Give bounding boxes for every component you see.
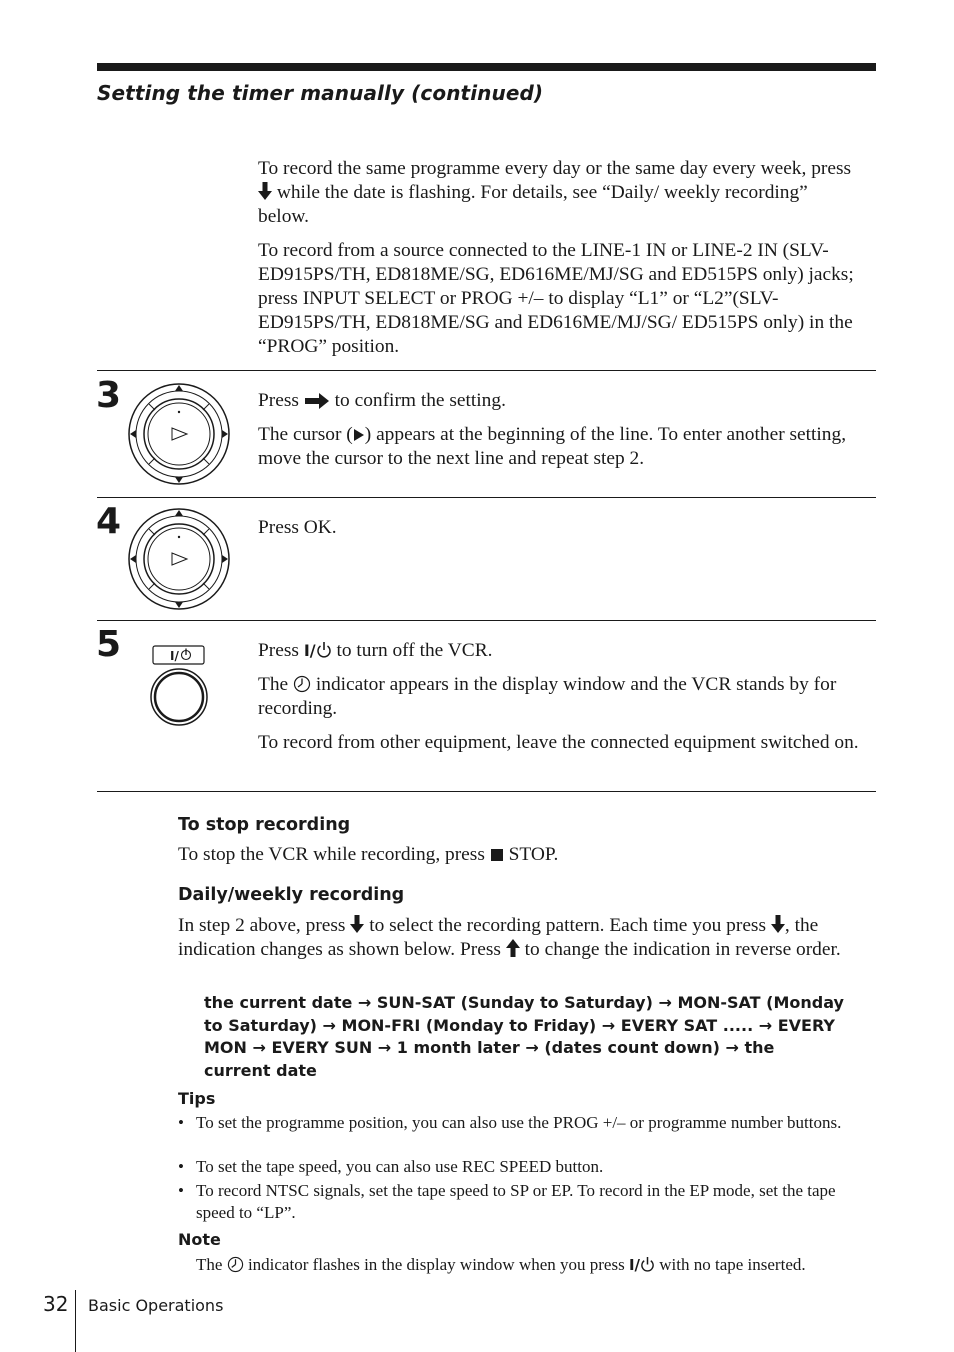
sequence-item: SUN-SAT (Sunday to Saturday) [376, 993, 653, 1012]
intro-paragraph-2 [258, 239, 878, 359]
power-icon [316, 641, 332, 659]
timer-clock-icon [227, 1256, 244, 1273]
sequence-item: MON-SAT (Monday to Saturday) [204, 993, 844, 1035]
multi-dial-icon [127, 507, 231, 611]
recording-pattern-sequence: the current date → SUN-SAT (Sunday to Saturday) → MON-SAT (Monday to Saturday) → MON-FRI (Monday to Friday) → EVERY SAT ..... → EVERY MON → EVERY SUN → 1 month later → (dates count down) → the current date [204, 993, 844, 1081]
down-arrow-icon [258, 181, 272, 201]
note-heading: Note [178, 1230, 221, 1249]
stop-text-b: STOP. [508, 844, 559, 865]
note-text-c: with no tape inserted. [659, 1255, 806, 1274]
tips-heading: Tips [178, 1089, 216, 1108]
note-text-b: indicator flashes in the display window when you press [247, 1255, 625, 1274]
bullet: • [178, 1113, 184, 1132]
power-key-label: I/ [628, 1256, 641, 1274]
step-5-text [258, 639, 876, 755]
up-arrow-icon [506, 938, 520, 958]
section-divider [97, 791, 876, 792]
step-divider [97, 370, 876, 371]
step-5-p3: To record from other equipment, leave the connected equipment switched on. [258, 732, 859, 753]
daily-text-b: to select the recording pattern. Each time you press [369, 915, 767, 936]
step-divider [97, 497, 876, 498]
sequence-item: 1 month later [396, 1038, 520, 1058]
step-number: 5 [96, 624, 122, 665]
step-number: 4 [96, 501, 122, 542]
timer-clock-icon [293, 675, 311, 693]
tip-item: To set the programme position, you can also use the PROG +/– or programme number buttons. [196, 1113, 842, 1132]
daily-text-a: In step 2 above, press [178, 915, 346, 936]
header-rule [97, 63, 876, 71]
step-divider [97, 620, 876, 621]
sequence-item: EVERY SUN [271, 1038, 373, 1058]
note-text-a: The [196, 1255, 223, 1274]
note-text [196, 1254, 856, 1277]
cursor-triangle-icon [353, 427, 365, 443]
multi-dial-icon [127, 382, 231, 486]
sequence-item: MON-FRI (Monday to Friday) [341, 1015, 597, 1035]
tip-item: To record NTSC signals, set the tape speed to SP or EP. To record in the EP mode, set the tape speed to “LP”. [196, 1181, 836, 1222]
daily-weekly-text [178, 914, 868, 962]
step-3-p2-a: The cursor ( [258, 424, 353, 445]
section-label: Basic Operations [88, 1296, 224, 1315]
stop-square-icon [490, 847, 504, 863]
step-3-p1-a: Press [258, 390, 299, 411]
step-5-p2-a: The [258, 674, 289, 695]
step-5-p1-b: to turn off the VCR. [336, 640, 493, 661]
down-arrow-icon [350, 914, 364, 934]
svg-text:I/: I/ [170, 649, 179, 663]
sequence-item: (dates count down) [544, 1038, 720, 1058]
step-3-p1-b: to confirm the setting. [334, 390, 506, 411]
intro-p2-text: To record from a source connected to the LINE-1 IN or LINE-2 IN (SLV-ED915PS/TH, ED818ME/SG, ED616ME/MJ/SG and ED515PS only) jacks; press INPUT SELECT or PROG +/– to display “L1” or “L2”(SLV-ED915PS/TH, ED818ME/SG and ED616ME/MJ/SG/ ED515PS only) in the “PROG” position. [258, 240, 854, 357]
power-icon [640, 1256, 655, 1273]
step-number: 3 [96, 375, 122, 416]
step-5-p1-a: Press [258, 640, 299, 661]
step-4-p1: Press OK. [258, 517, 337, 538]
step-3-text [258, 389, 876, 471]
page-number: 32 [43, 1292, 69, 1316]
power-button-icon [148, 644, 210, 728]
step-3-p2-b: ) appears at the beginning of the line. To enter another setting, move the cursor to the next line and repeat step 2. [258, 424, 847, 469]
stop-recording-heading: To stop recording [178, 815, 351, 835]
tip-item: To set the tape speed, you can also use REC SPEED button. [196, 1157, 604, 1176]
down-arrow-icon [771, 914, 785, 934]
sequence-item: the current date [204, 993, 353, 1012]
stop-recording-text [178, 843, 868, 867]
daily-weekly-heading: Daily/weekly recording [178, 885, 405, 905]
sequence-item: the current date [204, 1038, 775, 1081]
power-key-label: I/ [303, 641, 316, 660]
footer-divider [75, 1290, 76, 1352]
daily-text-c: , the indication changes as shown below. Press [178, 915, 819, 960]
page-title: Setting the timer manually (continued) [97, 81, 544, 105]
daily-text-d: to change the indication in reverse order. [524, 939, 841, 960]
step-4-text [258, 516, 876, 540]
intro-p1-text-b: while the date is flashing. For details, see “Daily/ weekly recording” below. [258, 182, 808, 227]
intro-p1-text-a: To record the same programme every day or the same day every week, press [258, 158, 852, 179]
right-arrow-icon [304, 393, 330, 409]
stop-text-a: To stop the VCR while recording, press [178, 844, 485, 865]
sequence-item: EVERY SAT ..... [620, 1015, 754, 1035]
intro-paragraph-1 [258, 157, 858, 229]
bullet: • [178, 1157, 184, 1176]
bullet: • [178, 1181, 184, 1200]
sequence-item: EVERY MON [204, 1015, 835, 1058]
step-5-p2-b: indicator appears in the display window and the VCR stands by for recording. [258, 674, 837, 719]
